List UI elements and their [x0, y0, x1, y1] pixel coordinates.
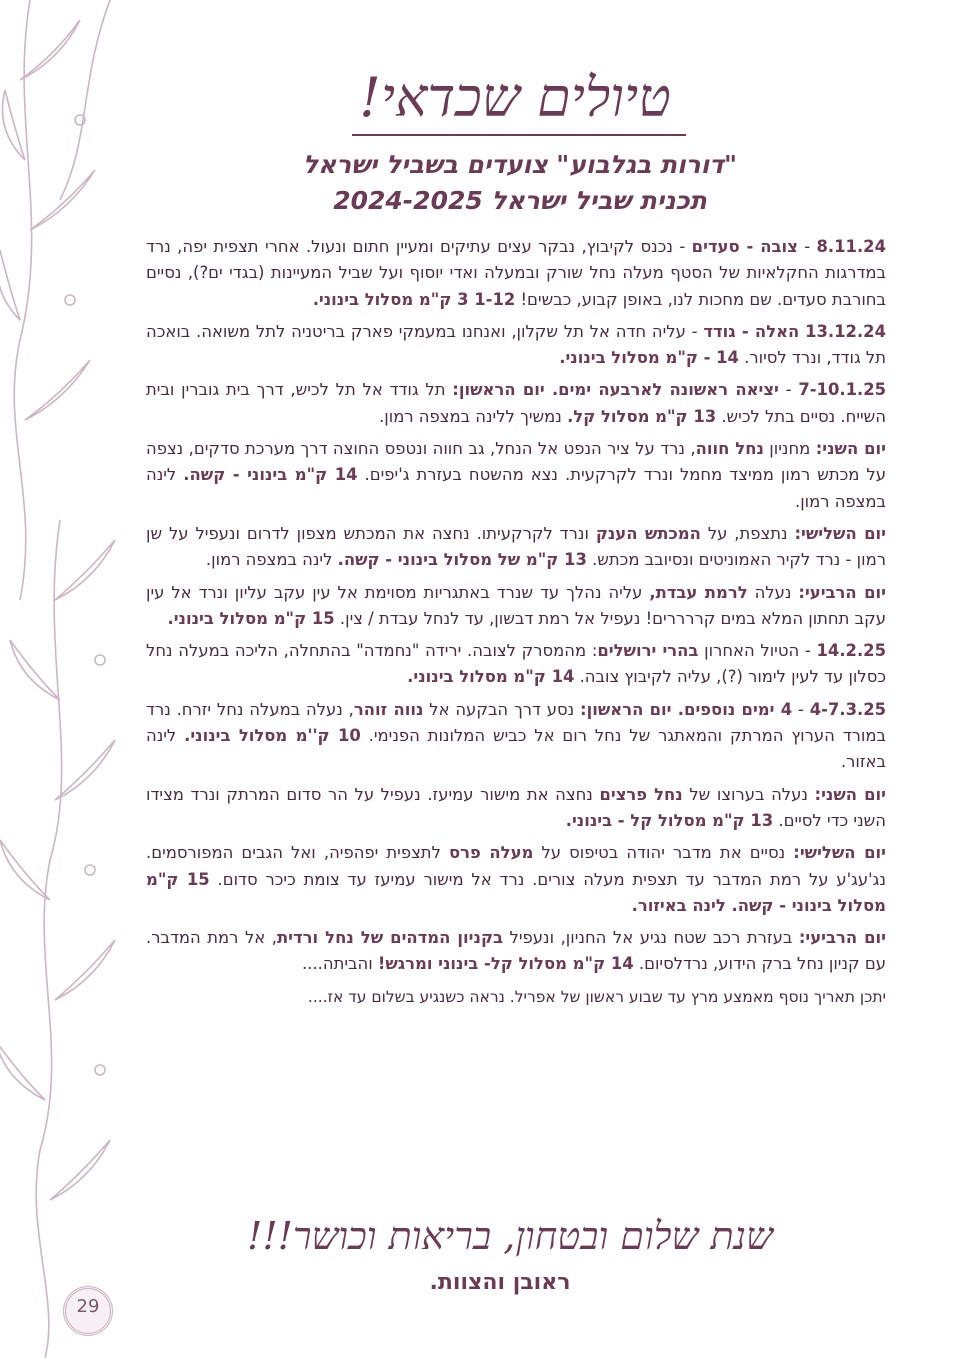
- trip-description: - עליה חדה אל תל שקלון, ואנחנו במעמקי פארק בריטניה לתל משואה. בואכה תל גודד, ונרד לסיור.: [146, 321, 886, 368]
- page-number: 29: [76, 1296, 100, 1317]
- title-underline: [352, 134, 686, 136]
- trip-entry: יום השני: נעלה בערוצו של נחל פרצים נחצה את מישור עמיעז. נעפיל על הר סדום המרתק ונרד מצידו השני כדי לסיים. 13 ק"מ מסלול קל - בינוני.: [146, 784, 886, 830]
- trip-distance: 14 - ק"מ מסלול בינוני.: [559, 348, 739, 368]
- trip-entry: 14.2.25 - הטיול האחרון בהרי ירושלים: מהמסרק לצובה. ירידה "נחמדה" בהתחלה, הליכה במעלה נחל כסלון עד לעין לימור (?), עליה לקיבוץ צובה. 14 ק"מ מסלול בינוני.: [146, 641, 886, 687]
- trip-day: יום הרביעי:: [798, 928, 886, 948]
- trip-description: - נכנס לקיבוץ, נבקר עצים עתיקים ומעיין חתום ונעול. אחרי תצפית יפה, נרד במדרגות החקלאיות של הסטף מעלה נחל שורק ובמעלה ואדי יוסוף ועל שביל המעיינות (בגדי ים?), נסיים בחורבת סעדים. שם מחכות לנו, באופן קבוע, כבשים!: [146, 237, 886, 309]
- trip-entry: יום השלישי: נתצפת, על המכתש הענק ונרד לקרקעיתו. נחצה את המכתש מצפון לדרום ונעפיל על שן רמון - נרד לקיר האמוניטים ונסיובב מכתש. 13 ק"מ של מסלול בינוני - קשה. לינה במצפה רמון.: [146, 523, 886, 570]
- trip-distance: 15 ק"מ מסלול בינוני.: [167, 608, 335, 628]
- trip-route: יציאה ראשונה לארבעה ימים. יום הראשון:: [452, 380, 779, 400]
- trip-day: יום השלישי:: [793, 843, 886, 863]
- trip-schedule: [146, 234, 886, 1016]
- trip-entry: יום השני: מחניון נחל חווה, נרד על ציר הנפט אל הנחל, גב חווה ונטפס החוצה דרך מערכת סדקים, נצפה על מכתש רמון ממיצד מחמל ונרד לקרקעית. נצא מהשטח בעזרת ג'יפים. 14 ק"מ בינוני - קשה. לינה במצפה רמון.: [146, 439, 887, 511]
- trip-distance: 10 ק''מ מסלול בינוני.: [184, 726, 361, 746]
- closing-greeting: שנת שלום ובטחון, בריאות וכושר!!!: [247, 1214, 773, 1258]
- subtitle-line-1: "דורות בגלבוע" צועדים בשביל ישראל: [302, 150, 738, 179]
- trip-route: האלה - גודד: [703, 321, 800, 341]
- trip-date: 8.11.24: [816, 237, 886, 256]
- trip-entry: 4-7.3.25 - 4 ימים נוספים. יום הראשון: נסע דרך הבקעה אל נווה זוהר, נעלה במעלה נחל יזרח. נרד במורד הערוץ המרתק והמאתגר של נחל רום אל כביש המלונות הפנימי. 10 ק''מ מסלול בינוני. לינה באזור.: [146, 699, 887, 772]
- page-title: טיולים שכדאי!: [359, 66, 671, 129]
- trip-date: 13.12.24: [805, 321, 886, 341]
- trip-description: תל גודד אל תל לכיש, דרך בית גוברין ובית השייח. נסיים בתל לכיש.: [146, 380, 886, 426]
- trip-description: נמשיך ללינה במצפה רמון.: [379, 406, 568, 426]
- trip-day: יום הרביעי:: [798, 582, 886, 602]
- trip-date: 4-7.3.25: [809, 699, 887, 719]
- trip-date: 14.2.25: [816, 641, 886, 661]
- trip-distance: 13 ק"מ מסלול קל - בינוני.: [565, 810, 774, 830]
- trip-distance: 1-12 3 ק"מ מסלול בינוני.: [312, 289, 516, 309]
- trip-distance: 14 ק"מ בינוני - קשה.: [183, 465, 358, 485]
- trip-entry: יום הרביעי: בעזרת רכב שטח נגיע אל החניון, ונעפיל בקניון המדהים של נחל ורדית, אל רמת המדבר. עם קניון נחל ברק הידוע, נרדלסיום. 14 ק"מ מסלול קל- בינוני ומרגש! והביתה....: [146, 928, 886, 974]
- trip-day: יום השלישי:: [794, 523, 886, 543]
- trip-entry: [146, 319, 886, 372]
- trip-distance: 15 ק"מ מסלול בינוני - קשה. לינה באיזור.: [146, 869, 886, 915]
- schedule-note: יתכן תאריך נוסף מאמצע מרץ עד שבוע ראשון של אפריל. נראה כשנגיע בשלום עד אז....: [307, 987, 886, 1006]
- trip-distance: 13 ק"מ של מסלול בינוני - קשה.: [337, 550, 587, 570]
- trip-distance: 13 ק"מ מסלול קל.: [567, 406, 717, 426]
- trip-date: 7-10.1.25: [798, 380, 887, 400]
- trip-entry: יום השלישי: נסיים את מדבר יהודה בטיפוס על מעלה פרס לתצפית יפהפיה, ואל הגבים המפורסמים. נג'עג'ע על רמת המדבר עד תצפית מעלה צורים. נרד אל מישור עמיעז עד צומת כיכר סדום. 15 ק"מ מסלול בינוני - קשה. לינה באיזור.: [146, 843, 886, 915]
- trip-day: יום השני:: [815, 439, 886, 459]
- trip-day: יום השני:: [814, 784, 886, 804]
- subtitle-line-2: תכנית שביל ישראל 2024-2025: [333, 186, 707, 215]
- trip-distance: 14 ק"מ מסלול בינוני.: [407, 667, 575, 687]
- trip-distance: 14 ק"מ מסלול קל- בינוני ומרגש!: [377, 954, 634, 974]
- signature: ראובן והצוות.: [429, 1270, 571, 1295]
- trip-entry: יום הרביעי: נעלה לרמת עבדת, עליה נהלך עד שנרד באתגריות מסוימת אל עין עקב עליון ונרד אל עין עקב תחתון המלא במים קררררים! נעפיל אל רמת דבשון, עד לנחל עבדת / צין. 15 ק"מ מסלול בינוני.: [146, 582, 886, 628]
- trip-entry: 8.11.24 - צובה - סעדים - נכנס לקיבוץ, נבקר עצים עתיקים ומעיין חתום ונעול. אחרי תצפית יפה, נרד במדרגות החקלאיות של הסטף מעלה נחל שורק ובמעלה ואדי יוסוף ועל שביל המעיינות (בגדי ים?), נסיים בחורבת סעדים. שם מחכות לנו, באופן קבוע, כבשים! 1-12 3 ק"מ מסלול בינוני.: [146, 237, 886, 309]
- trip-route: 4 ימים נוספים. יום הראשון:: [580, 699, 793, 719]
- trip-entry: 7-10.1.25 - יציאה ראשונה לארבעה ימים. יום הראשון: תל גודד אל תל לכיש, דרך בית גוברין ובית השייח. נסיים בתל לכיש. 13 ק"מ מסלול קל. נמשיך ללינה במצפה רמון.: [146, 380, 887, 426]
- trip-route: צובה - סעדים: [691, 237, 798, 256]
